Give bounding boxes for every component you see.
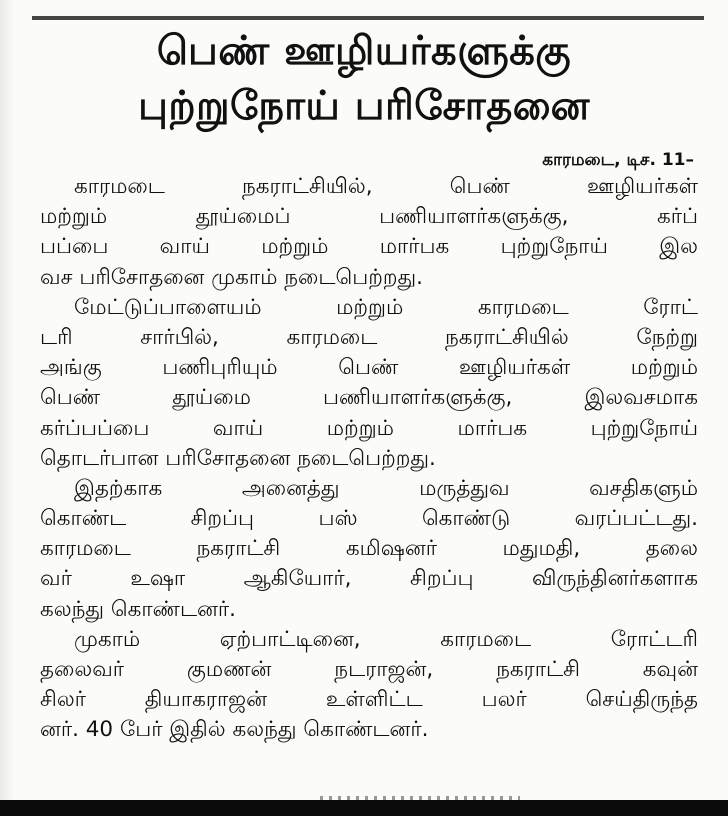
bottom-black-bar <box>0 800 728 816</box>
body-line: மற்றும் தூய்மைப் பணியாளர்களுக்கு, கர்ப் <box>40 204 698 230</box>
body-line: இதற்காக அனைத்து மருத்துவ வசதிகளும் <box>74 475 698 501</box>
body-line: பெண் தூய்மை பணியாளர்களுக்கு, இலவசமாக <box>40 385 698 411</box>
body-line: அங்கு பணிபுரியும் பெண் ஊழியர்கள் மற்றும் <box>40 355 698 381</box>
body-line: பப்பை வாய் மற்றும் மார்பக புற்றுநோய் இல <box>40 234 698 260</box>
headline <box>40 24 688 134</box>
top-rule <box>32 16 704 20</box>
body-line: தொடர்பான பரிசோதனை நடைபெற்றது. <box>40 445 436 471</box>
body-line: கொண்ட சிறப்பு பஸ் கொண்டு வரப்பட்டது. <box>40 506 698 532</box>
headline-line-1: பெண் ஊழியர்களுக்கு <box>156 28 572 74</box>
body-line: டரி சார்பில், காரமடை நகராட்சியில் நேற்று <box>40 324 698 350</box>
body-line: காரமடை நகராட்சியில், பெண் ஊழியர்கள் <box>74 174 698 199</box>
body-line: முகாம் ஏற்பாட்டினை, காரமடை ரோட்டரி <box>74 626 698 652</box>
article-body <box>40 172 698 746</box>
body-line: மேட்டுப்பாளையம் மற்றும் காரமடை ரோட் <box>74 294 698 320</box>
dateline: காரமடை, டிச. 11– <box>542 150 694 170</box>
body-line: கர்ப்பப்பை வாய் மற்றும் மார்பக புற்றுநோய் <box>40 415 698 441</box>
headline-line-2: புற்றுநோய் பரிசோதனை <box>138 83 590 129</box>
body-line: வர் உஷா ஆகியோர், சிறப்பு விருந்தினர்களாக <box>40 566 698 592</box>
body-line: காரமடை நகராட்சி கமிஷனர் மதுமதி, தலை <box>40 536 698 562</box>
body-line: வச பரிசோதனை முகாம் நடைபெற்றது. <box>40 264 423 290</box>
body-line: கலந்து கொண்டனர். <box>40 596 236 622</box>
paper-shadow <box>0 0 14 800</box>
body-line: தலைவர் குமணன் நடராஜன், நகராட்சி கவுன் <box>40 657 698 682</box>
body-line: சிலர் தியாகராஜன் உள்ளிட்ட பலர் செய்திருந்த <box>40 687 698 713</box>
body-line: னர். 40 பேர் இதில் கலந்து கொண்டனர். <box>40 717 429 743</box>
